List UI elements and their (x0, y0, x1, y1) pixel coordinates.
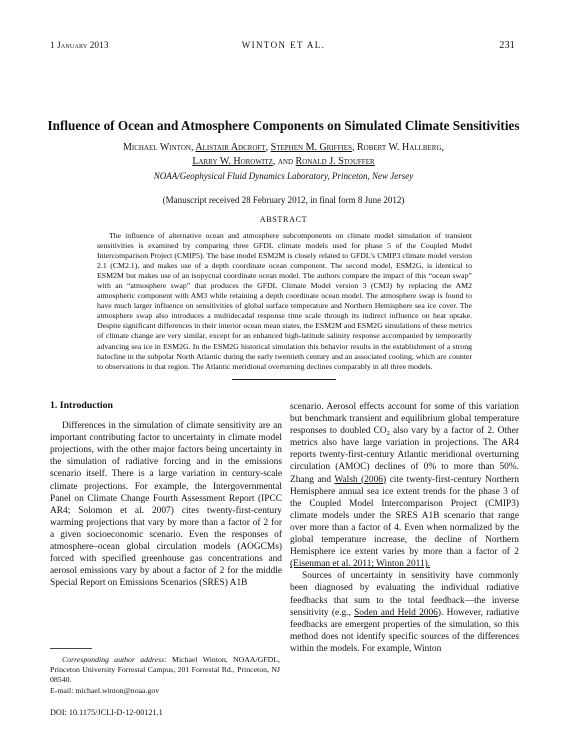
author-horowitz[interactable]: Larry W. Horowitz (192, 156, 273, 167)
text-run: Sources of uncertainty in sensitivity have commonly been diagnosed by evaluating the individual radiative feedbacks that sum to the total feedback—the inverse sensitivity (e.g., (290, 571, 519, 618)
author-griffies[interactable]: Stephen M. Griffies (270, 142, 352, 153)
author-winton: Michael Winton (122, 142, 191, 153)
citation-link-soden-held[interactable]: Soden and Held 2006 (354, 607, 438, 618)
corresponding-author-footnote (50, 655, 280, 696)
author-separator: , (190, 142, 196, 153)
doi: DOI: 10.1175/JCLI-D-12-00121.1 (50, 708, 163, 717)
author-stouffer[interactable]: Ronald J. Stouffer (295, 156, 375, 167)
manuscript-dates: (Manuscript received 28 February 2012, in final form 8 June 2012) (162, 195, 405, 205)
section-heading-introduction: 1. Introduction (50, 400, 113, 411)
author-separator: , and (272, 156, 296, 167)
right-column (290, 401, 519, 655)
footnote-label: Corresponding author address: (62, 655, 167, 664)
author-separator: , (265, 142, 271, 153)
subscript: 2 (386, 431, 390, 438)
intro-paragraph-1: Differences in the simulation of climate sensitivity are an important contributing factor to uncertainty in climate model projections, with the other major factors being uncertainty in the simulation of radiative forcing and in the emissions scenario itself. There is a large variation in century-scale climate projections. For example, the Intergovernmental Panel on Climate Change Fourth Assessment Report (IPCC AR4; Solomon et al. 2007) cites twenty-first-century warming projections that vary by more than a factor of 2 for a given socioeconomic scenario. Even the responses of atmosphere–ocean global circulation models (AOGCMs) forced with specified greenhouse gas concentrations and aerosol emissions vary by about a factor of 2 for the middle Special Report on Emissions Scenarios (SRES) A1B (50, 421, 282, 589)
intro-paragraph-continued (290, 401, 519, 570)
section-divider (232, 379, 336, 380)
author-separator: , (351, 142, 357, 153)
text-run: ). However, radiative feedbacks are emergent properties of the simulation, so this method does not identify specific sources of the differences within the models. For example, Winton (290, 607, 519, 654)
text-run: also vary by a factor of 2. Other metrics also have large variation in projections. The AR4 reports twenty-first-century Atlantic meridional overturning circulation (AMOC) declines of 0% to more than 50%. Zhang and (290, 426, 519, 485)
citation-link-eisenman-winton[interactable]: (Eisenman et al. 2011; Winton 2011). (290, 559, 431, 570)
running-header-date: 1 January 2013 (50, 40, 109, 50)
footnote-email: E-mail: michael.winton@noaa.gov (50, 685, 160, 695)
author-hallberg: Robert W. Hallberg (356, 142, 442, 153)
footnote-rule (50, 648, 92, 649)
abstract-text: The influence of alternative ocean and atmosphere subcomponents on climate model simulation of transient sensitivities is examined by comparing three GFDL climate models used for phase 5 of the Coupled Model Intercomparison Project (CMIP5). The base model ESM2M is closely related to GFDL’s CMIP3 climate model version 2.1 (CM2.1), and makes use of a depth coordinate ocean component. The second model, ESM2G, is identical to ESM2M but makes use of an isopycnal coordinate ocean model. The authors compare the impact of this “ocean swap” with an “atmosphere swap” that produces the GFDL Climate Model version 3 (CM3) by replacing the AM2 atmospheric component with AM3 while retaining a depth coordinate ocean model. The atmosphere swap is found to have much larger influence on sensitivities of global surface temperature and Northern Hemisphere sea ice cover. The atmosphere swap also introduces a multidecadal response time scale through its indirect influence on heat uptake. Despite significant differences in their interior ocean mean states, the ESM2M and ESM2G simulations of these metrics of climate change are very similar, except for an enhanced high-latitude salinity response accompanied by temporarily advancing sea ice in ESM2G. In the ESM2G historical simulation this behavior results in the establishment of a strong halocline in the subpolar North Atlantic during the early twentieth century and an associated cooling, which are counter to observations in that region. The Atlantic meridional overturning declines comparably in all three models. (97, 231, 472, 371)
intro-paragraph-2 (290, 570, 519, 655)
author-list: Michael Winton, Alistair Adcroft, Stephen M. Griffies, Robert W. Hallberg, Larry W. Horowitz, and Ronald J. Stouffer (122, 142, 445, 167)
running-header-authors: WINTON ET AL. (241, 40, 326, 50)
footnote-address: Michael Winton, NOAA/GFDL, Princeton University Forrestal Campus, 201 Forrestal Rd., Princeton, NJ 08540. (50, 655, 280, 685)
text-run: cite twenty-first-century Northern Hemisphere annual sea ice extent trends for the phase 3 of the Coupled Model Intercomparison Project (CMIP3) climate models under the SRES A1B scenario that range over more than a factor of 4. Even when normalized by the global temperature increase, the decline of Northern Hemisphere ice extent varies by more than a factor of 2 (290, 474, 519, 558)
author-adcroft[interactable]: Alistair Adcroft (195, 142, 266, 153)
page-number: 231 (499, 40, 515, 51)
text-run: scenario. Aerosol effects account for some of this variation but benchmark transient and equilibrium global temperature responses to doubled CO (290, 402, 519, 437)
affiliation: NOAA/Geophysical Fluid Dynamics Laboratory, Princeton, New Jersey (153, 171, 414, 181)
left-column (50, 400, 282, 589)
citation-link-walsh[interactable]: Walsh (2006) (334, 474, 387, 485)
abstract-heading: ABSTRACT (259, 215, 308, 224)
paper-title: Influence of Ocean and Atmosphere Components on Simulated Climate Sensitivities (47, 118, 520, 133)
